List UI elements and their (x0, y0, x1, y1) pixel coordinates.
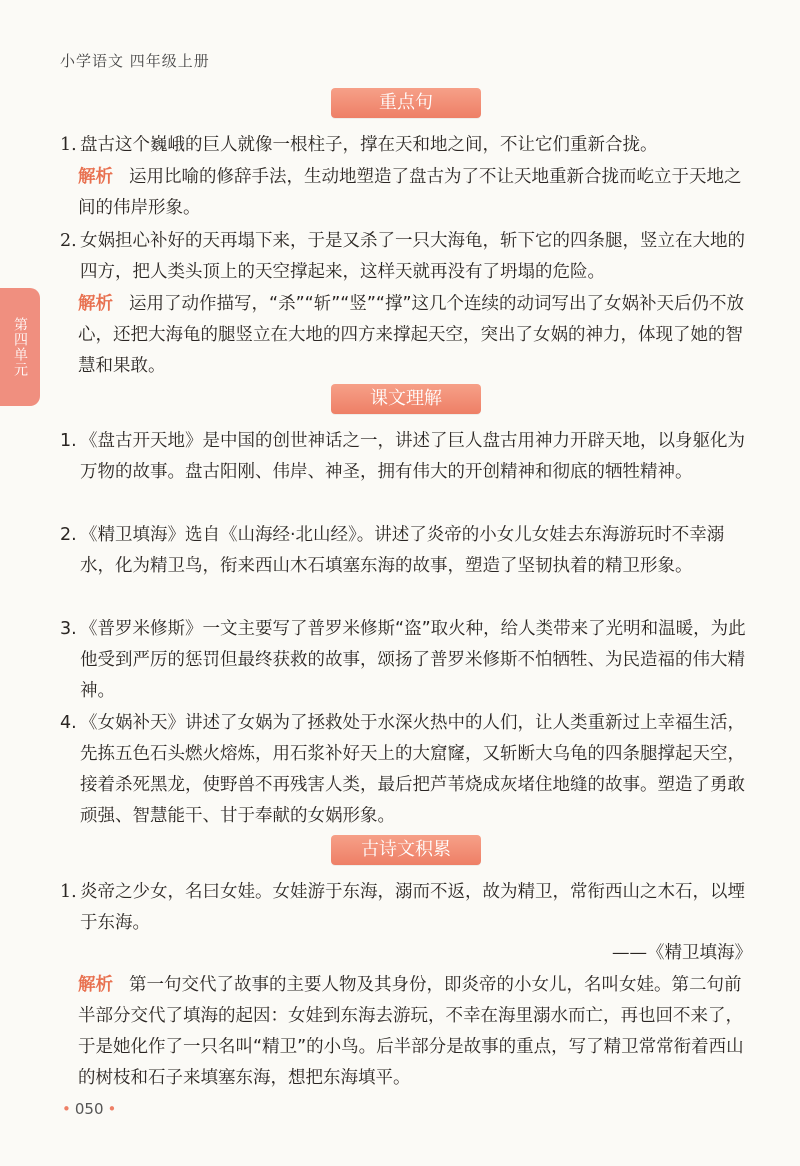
understanding-text: 《普罗米修斯》一文主要写了普罗米修斯“盗”取火种，给人类带来了光明和温暖，为此他受到严厉的惩罚但最终获救的故事，颂扬了普罗米修斯不怕牺牲、为民造福的伟大精神。 (80, 619, 746, 701)
key-sentence-1 (60, 130, 755, 161)
classical-text: 炎帝之少女，名曰女娃。女娃游于东海，溺而不返，故为精卫，常衔西山之木石，以堙于东海。 (80, 882, 745, 933)
understanding-item-2 (60, 520, 755, 582)
analysis-text: 运用了动作描写，“杀”“斩”“竖”“撑”这几个连续的动词写出了女娲补天后仍不放心，还把大海龟的腿竖立在大地的四方来撑起天空，突出了女娲的神力，体现了她的智慧和果敢。 (78, 294, 745, 376)
understanding-text: 《女娲补天》讲述了女娲为了拯救处于水深火热中的人们，让人类重新过上幸福生活，先拣五色石头燃火熔炼，用石浆补好天上的大窟窿，又斩断大乌龟的四条腿撑起天空，接着杀死黑龙，使野兽不再残害人类，最后把芦苇烧成灰堵住地缝的故事。塑造了勇敢顽强、智慧能干、甘于奉献的女娲形象。 (80, 713, 745, 826)
analysis-text: 第一句交代了故事的主要人物及其身份，即炎帝的小女儿，名叫女娃。第二句前半部分交代了填海的起因：女娃到东海去游玩，不幸在海里溺水而亡，再也回不来了，于是她化作了一只名叫“精卫”的小鸟。后半部分是故事的重点，写了精卫常常衔着西山的树枝和石子来填塞东海，想把东海填平。 (78, 975, 744, 1088)
key-sentence-2 (60, 226, 755, 288)
item-number: 1. (60, 135, 77, 155)
understanding-item-4 (60, 708, 755, 832)
key-sentence-1-analysis (78, 162, 755, 224)
analysis-label: 解析 (78, 975, 113, 995)
page-footer (58, 1100, 120, 1118)
key-sentence-text: 女娲担心补好的天再塌下来，于是又杀了一只大海龟，斩下它的四条腿，竖立在大地的四方，把人类头顶上的天空撑起来，这样天就再没有了坍塌的危险。 (80, 231, 745, 282)
understanding-text: 《盘古开天地》是中国的创世神话之一，讲述了巨人盘古用神力开辟天地，以身躯化为万物的故事。盘古阳刚、伟岸、神圣，拥有伟大的开创精神和彻底的牺牲精神。 (80, 431, 745, 482)
bullet-dot-icon: • (107, 1100, 117, 1118)
classical-item-1-analysis (78, 970, 755, 1094)
item-number: 2. (60, 231, 77, 251)
analysis-label: 解析 (78, 167, 113, 187)
key-sentence-text: 盘古这个巍峨的巨人就像一根柱子，撑在天和地之间，不让它们重新合拢。 (80, 135, 658, 155)
item-number: 3. (60, 619, 77, 639)
key-sentence-2-analysis (78, 289, 755, 382)
understanding-item-3 (60, 614, 755, 707)
classical-item-1 (60, 877, 755, 939)
classical-source: ——《精卫填海》 (612, 943, 752, 963)
item-number: 1. (60, 882, 77, 902)
item-number: 1. (60, 431, 77, 451)
section-title-text-understanding: 课文理解 (331, 384, 481, 414)
bullet-dot-icon: • (62, 1100, 71, 1118)
analysis-text: 运用比喻的修辞手法，生动地塑造了盘古为了不让天地重新合拢而屹立于天地之间的伟岸形象。 (78, 167, 742, 218)
analysis-label: 解析 (78, 294, 113, 314)
unit-label: 第四单元 (12, 317, 28, 377)
page-number: 050 (74, 1100, 104, 1118)
item-number: 4. (60, 713, 77, 733)
section-title-key-sentences: 重点句 (331, 88, 481, 118)
item-number: 2. (60, 525, 77, 545)
book-header: 小学语文 四年级上册 (60, 52, 210, 70)
understanding-item-1 (60, 426, 755, 488)
understanding-text: 《精卫填海》选自《山海经·北山经》。讲述了炎帝的小女儿女娃去东海游玩时不幸溺水，化为精卫鸟，衔来西山木石填塞东海的故事，塑造了坚韧执着的精卫形象。 (80, 525, 725, 576)
unit-side-tab (0, 288, 40, 406)
section-title-classical: 古诗文积累 (331, 835, 481, 865)
